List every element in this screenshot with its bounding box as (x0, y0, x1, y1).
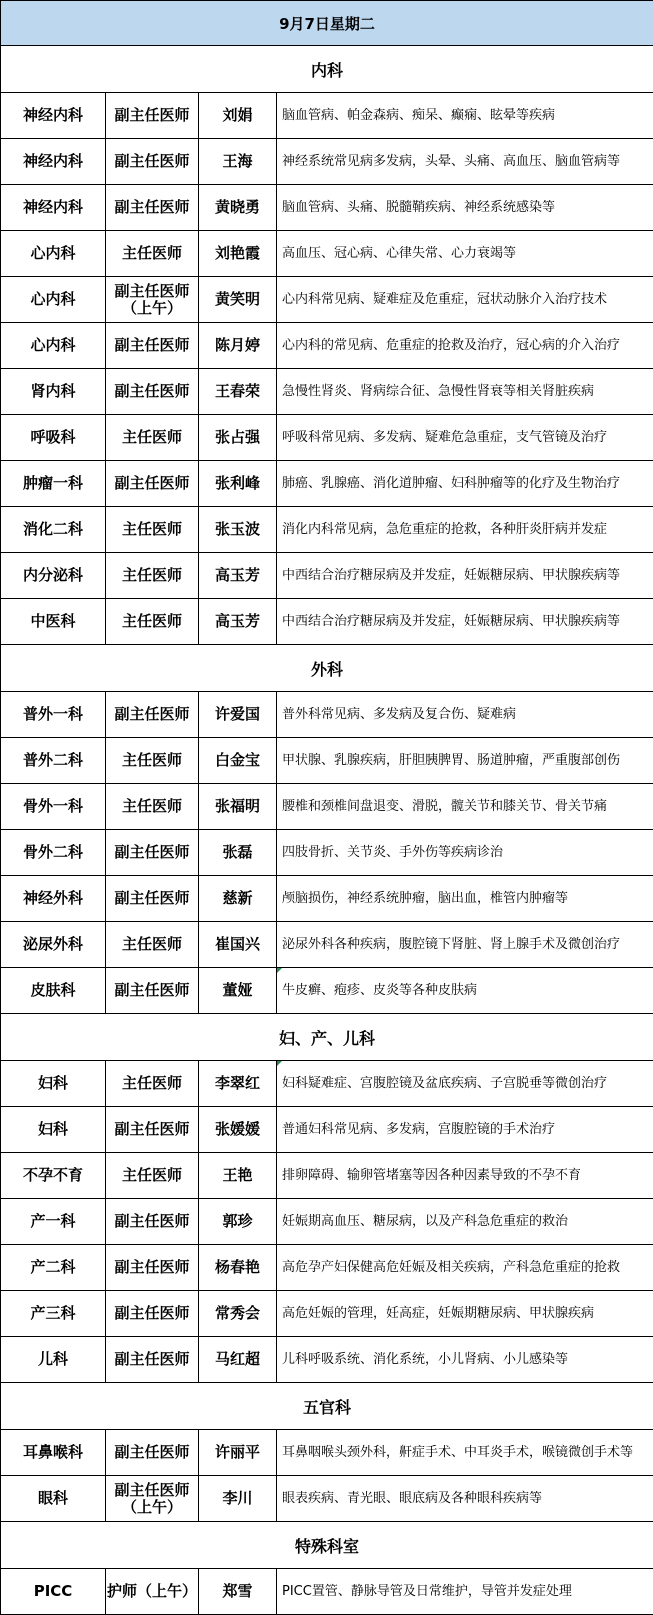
doctor-name-cell: 高玉芳 (199, 553, 277, 599)
doctor-name-cell: 郑雪 (199, 1569, 277, 1615)
table-row (1, 231, 653, 277)
specialty-cell: 儿科呼吸系统、消化系统，小儿肾病、小儿感染等 (277, 1337, 653, 1383)
doctor-name-cell: 董娅 (199, 968, 277, 1014)
table-row (1, 692, 653, 738)
specialty-cell: 耳鼻咽喉头颈外科，鼾症手术、中耳炎手术，喉镜微创手术等 (277, 1430, 653, 1476)
doctor-title-cell: 副主任医师 (106, 1107, 199, 1153)
department-cell: 神经内科 (1, 185, 106, 231)
table-row (1, 968, 653, 1014)
table-row (1, 1430, 653, 1476)
table-row (1, 1337, 653, 1383)
department-cell: 中医科 (1, 599, 106, 645)
department-cell: 妇科 (1, 1107, 106, 1153)
department-cell: 神经内科 (1, 139, 106, 185)
specialty-cell: 神经系统常见病多发病，头晕、头痛、高血压、脑血管病等 (277, 139, 653, 185)
department-cell: 泌尿外科 (1, 922, 106, 968)
table-row (1, 277, 653, 323)
doctor-title-cell: 主任医师 (106, 599, 199, 645)
table-row (1, 1107, 653, 1153)
doctor-title-cell: 副主任医师 (106, 323, 199, 369)
section-header: 外科 (1, 645, 653, 692)
specialty-cell: 高血压、冠心病、心律失常、心力衰竭等 (277, 231, 653, 277)
specialty-cell: 妇科疑难症、宫腹腔镜及盆底疾病、子宫脱垂等微创治疗 (277, 1061, 653, 1107)
doctor-name-cell: 崔国兴 (199, 922, 277, 968)
department-cell: 皮肤科 (1, 968, 106, 1014)
specialty-cell: 脑血管病、头痛、脱髓鞘疾病、神经系统感染等 (277, 185, 653, 231)
specialty-cell: 妊娠期高血压、糖尿病，以及产科急危重症的救治 (277, 1199, 653, 1245)
doctor-title-cell: 副主任医师 (106, 93, 199, 139)
specialty-cell: 颅脑损伤，神经系统肿瘤，脑出血，椎管内肿瘤等 (277, 876, 653, 922)
specialty-cell: 普通妇科常见病、多发病，宫腹腔镜的手术治疗 (277, 1107, 653, 1153)
specialty-cell: 泌尿外科各种疾病，腹腔镜下肾脏、肾上腺手术及微创治疗 (277, 922, 653, 968)
doctor-title-cell: 主任医师 (106, 1061, 199, 1107)
doctor-title-cell: 主任医师 (106, 922, 199, 968)
specialty-cell: 四肢骨折、关节炎、手外伤等疾病诊治 (277, 830, 653, 876)
specialty-cell: 甲状腺、乳腺疾病，肝胆胰脾胃、肠道肿瘤，严重腹部创伤 (277, 738, 653, 784)
doctor-name-cell: 白金宝 (199, 738, 277, 784)
doctor-name-cell: 陈月婷 (199, 323, 277, 369)
doctor-title-cell: 副主任医师 (106, 139, 199, 185)
doctor-title-cell: 主任医师 (106, 553, 199, 599)
doctor-name-cell: 许爱国 (199, 692, 277, 738)
doctor-name-cell: 王春荣 (199, 369, 277, 415)
table-row (1, 1153, 653, 1199)
doctor-title-cell: 副主任医师 (106, 1430, 199, 1476)
table-row (1, 876, 653, 922)
specialty-cell: 排卵障碍、输卵管堵塞等因各种因素导致的不孕不育 (277, 1153, 653, 1199)
doctor-name-cell: 郭珍 (199, 1199, 277, 1245)
department-cell: 产一科 (1, 1199, 106, 1245)
doctor-title-cell: 副主任医师 (106, 461, 199, 507)
specialty-cell: 中西结合治疗糖尿病及并发症，妊娠糖尿病、甲状腺疾病等 (277, 599, 653, 645)
table-row (1, 1291, 653, 1337)
doctor-name-cell: 马红超 (199, 1337, 277, 1383)
department-cell: 产三科 (1, 1291, 106, 1337)
department-cell: 耳鼻喉科 (1, 1430, 106, 1476)
doctor-title-cell: 副主任医师 (106, 830, 199, 876)
department-cell: 心内科 (1, 231, 106, 277)
table-row (1, 922, 653, 968)
department-cell: 神经内科 (1, 93, 106, 139)
department-cell: 普外一科 (1, 692, 106, 738)
specialty-cell: PICC置管、静脉导管及日常维护，导管并发症处理 (277, 1569, 653, 1615)
department-cell: 妇科 (1, 1061, 106, 1107)
doctor-title-cell: 主任医师 (106, 784, 199, 830)
table-row (1, 1569, 653, 1615)
table-row (1, 323, 653, 369)
department-cell: 心内科 (1, 277, 106, 323)
doctor-name-cell: 张利峰 (199, 461, 277, 507)
table-row (1, 461, 653, 507)
doctor-name-cell: 张福明 (199, 784, 277, 830)
doctor-title-cell: 护师（上午） (106, 1569, 199, 1615)
specialty-cell: 急慢性肾炎、肾病综合征、急慢性肾衰等相关肾脏疾病 (277, 369, 653, 415)
department-cell: 不孕不育 (1, 1153, 106, 1199)
specialty-cell: 消化内科常见病，急危重症的抢救，各种肝炎肝病并发症 (277, 507, 653, 553)
table-row (1, 93, 653, 139)
doctor-title-cell: 主任医师 (106, 1153, 199, 1199)
doctor-title-cell: 主任医师 (106, 507, 199, 553)
specialty-cell: 呼吸科常见病、多发病、疑难危急重症，支气管镜及治疗 (277, 415, 653, 461)
doctor-title-cell: 副主任医师 (106, 692, 199, 738)
specialty-cell: 高危妊娠的管理，妊高症，妊娠期糖尿病、甲状腺疾病 (277, 1291, 653, 1337)
doctor-name-cell: 黄笑明 (199, 277, 277, 323)
doctor-name-cell: 黄晓勇 (199, 185, 277, 231)
department-cell: 儿科 (1, 1337, 106, 1383)
schedule-title: 9月7日星期二 (1, 1, 653, 46)
doctor-name-cell: 高玉芳 (199, 599, 277, 645)
doctor-name-cell: 张占强 (199, 415, 277, 461)
department-cell: 骨外一科 (1, 784, 106, 830)
doctor-name-cell: 常秀会 (199, 1291, 277, 1337)
specialty-cell: 牛皮癣、疱疹、皮炎等各种皮肤病 (277, 968, 653, 1014)
doctor-name-cell: 王海 (199, 139, 277, 185)
table-row (1, 738, 653, 784)
table-row (1, 507, 653, 553)
department-cell: 消化二科 (1, 507, 106, 553)
specialty-cell: 普外科常见病、多发病及复合伤、疑难病 (277, 692, 653, 738)
doctor-name-cell: 张玉波 (199, 507, 277, 553)
doctor-name-cell: 许丽平 (199, 1430, 277, 1476)
department-cell: 普外二科 (1, 738, 106, 784)
doctor-title-cell: 副主任医师 (106, 185, 199, 231)
table-row (1, 415, 653, 461)
table-row (1, 139, 653, 185)
section-header: 特殊科室 (1, 1522, 653, 1569)
doctor-title-cell: 副主任医师（上午） (106, 277, 199, 323)
table-row (1, 599, 653, 645)
doctor-name-cell: 刘艳霞 (199, 231, 277, 277)
doctor-title-cell: 副主任医师 (106, 1337, 199, 1383)
department-cell: 神经外科 (1, 876, 106, 922)
doctor-name-cell: 张磊 (199, 830, 277, 876)
department-cell: 眼科 (1, 1476, 106, 1522)
doctor-title-cell: 副主任医师（上午） (106, 1476, 199, 1522)
doctor-title-cell: 副主任医师 (106, 369, 199, 415)
specialty-cell: 心内科常见病、疑难症及危重症，冠状动脉介入治疗技术 (277, 277, 653, 323)
table-row (1, 553, 653, 599)
doctor-name-cell: 刘娟 (199, 93, 277, 139)
specialty-cell: 脑血管病、帕金森病、痴呆、癫痫、眩晕等疾病 (277, 93, 653, 139)
doctor-name-cell: 李川 (199, 1476, 277, 1522)
doctor-title-cell: 副主任医师 (106, 876, 199, 922)
department-cell: 产二科 (1, 1245, 106, 1291)
doctor-name-cell: 慈新 (199, 876, 277, 922)
specialty-cell: 中西结合治疗糖尿病及并发症，妊娠糖尿病、甲状腺疾病等 (277, 553, 653, 599)
department-cell: 骨外二科 (1, 830, 106, 876)
specialty-cell: 高危孕产妇保健高危妊娠及相关疾病，产科急危重症的抢救 (277, 1245, 653, 1291)
specialty-cell: 肺癌、乳腺癌、消化道肿瘤、妇科肿瘤等的化疗及生物治疗 (277, 461, 653, 507)
doctor-name-cell: 李翠红 (199, 1061, 277, 1107)
table-row (1, 784, 653, 830)
doctor-title-cell: 副主任医师 (106, 1199, 199, 1245)
department-cell: 呼吸科 (1, 415, 106, 461)
section-header: 内科 (1, 46, 653, 93)
doctor-name-cell: 王艳 (199, 1153, 277, 1199)
specialty-cell: 眼表疾病、青光眼、眼底病及各种眼科疾病等 (277, 1476, 653, 1522)
table-row (1, 1245, 653, 1291)
doctor-title-cell: 副主任医师 (106, 1291, 199, 1337)
doctor-name-cell: 杨春艳 (199, 1245, 277, 1291)
table-row (1, 369, 653, 415)
table-row (1, 1061, 653, 1107)
table-row (1, 1476, 653, 1522)
table-row (1, 1199, 653, 1245)
specialty-cell: 心内科的常见病、危重症的抢救及治疗，冠心病的介入治疗 (277, 323, 653, 369)
table-row (1, 830, 653, 876)
department-cell: 心内科 (1, 323, 106, 369)
specialty-cell: 腰椎和颈椎间盘退变、滑脱，髋关节和膝关节、骨关节痛 (277, 784, 653, 830)
department-cell: PICC (1, 1569, 106, 1615)
doctor-name-cell: 张媛媛 (199, 1107, 277, 1153)
department-cell: 内分泌科 (1, 553, 106, 599)
section-header: 五官科 (1, 1383, 653, 1430)
doctor-title-cell: 副主任医师 (106, 968, 199, 1014)
department-cell: 肿瘤一科 (1, 461, 106, 507)
section-header: 妇、产、儿科 (1, 1014, 653, 1061)
doctor-title-cell: 主任医师 (106, 231, 199, 277)
doctor-title-cell: 主任医师 (106, 415, 199, 461)
doctor-title-cell: 主任医师 (106, 738, 199, 784)
department-cell: 肾内科 (1, 369, 106, 415)
table-row (1, 185, 653, 231)
doctor-title-cell: 副主任医师 (106, 1245, 199, 1291)
